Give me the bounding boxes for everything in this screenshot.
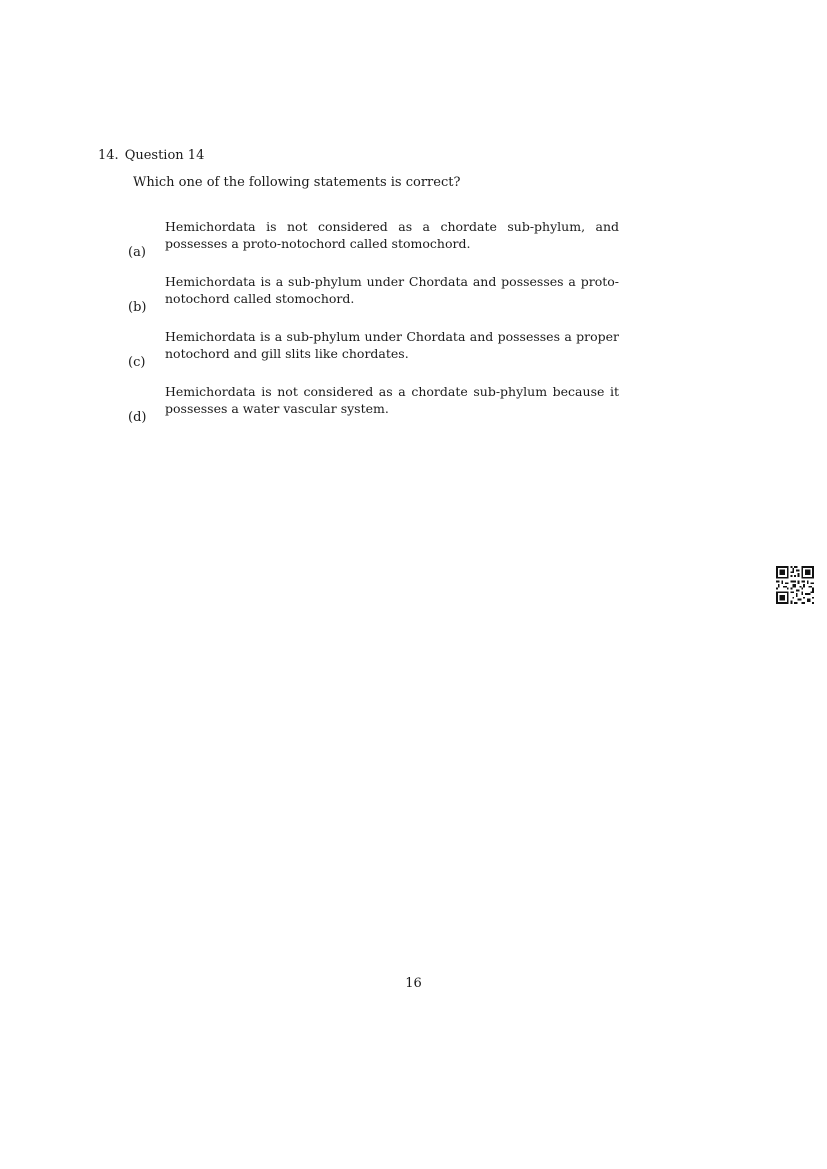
option-d — [120, 383, 620, 433]
option-label: (d) — [128, 410, 147, 425]
question-heading — [98, 148, 204, 164]
question-number: 14. — [98, 148, 119, 163]
option-text: Hemichordata is a sub-phylum under Chordata and possesses a proto-notochord called stomochord. — [165, 274, 619, 306]
question-title: Question 14 — [124, 148, 205, 163]
option-text: Hemichordata is not considered as a chordate sub-phylum because it possesses a water vascular system. — [165, 384, 619, 416]
page-number: 16 — [405, 976, 422, 991]
option-label: (c) — [128, 355, 146, 370]
option-a — [120, 218, 620, 268]
option-label: (a) — [128, 245, 146, 260]
option-label: (b) — [128, 300, 147, 315]
option-text: Hemichordata is not considered as a chordate sub-phylum, and possesses a proto-notochord called stomochord. — [165, 219, 619, 251]
option-text: Hemichordata is a sub-phylum under Chordata and possesses a proper notochord and gill slits like chordates. — [165, 329, 619, 361]
option-c — [120, 328, 620, 378]
question-prompt: Which one of the following statements is correct? — [133, 175, 461, 190]
option-b — [120, 273, 620, 323]
qr-code-icon — [775, 566, 815, 604]
